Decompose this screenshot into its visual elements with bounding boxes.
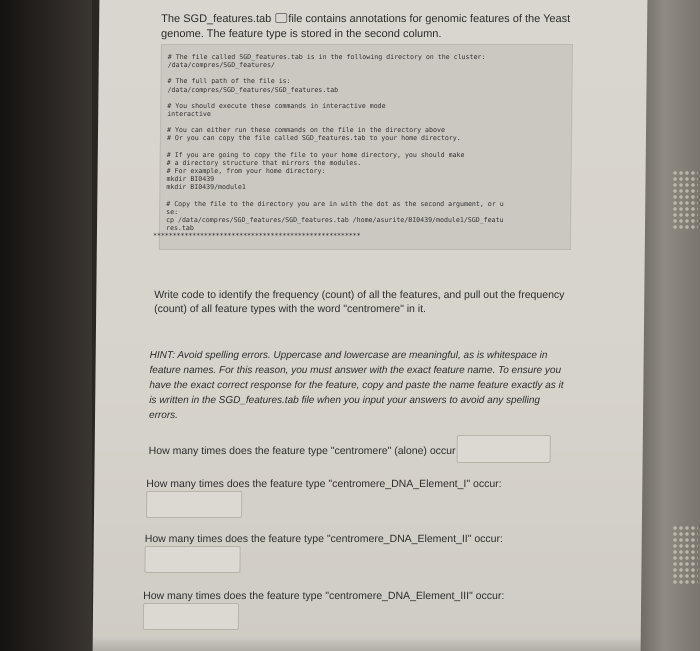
code-line: # You should execute these commands in interactive mode <box>167 101 386 110</box>
code-line: # Copy the file to the directory you are in with the dot as the second argument, or u <box>166 199 504 208</box>
code-line: # You can either run these commands on the file in the directory above <box>167 126 445 135</box>
code-gap <box>167 118 565 126</box>
intro-text-end: file contains annotations for genomic features of the Yeast genome. The feature type is stored in the second column. <box>160 13 571 40</box>
code-gap <box>168 69 566 77</box>
hint-text: HINT: Avoid spelling errors. Uppercase and lowercase are meaningful, as is whitespace in feature names. For this reason, you must answer with the exact feature name. To ensure you have the exact correct response for the feature, copy and paste the name feature exactly as it is written in the SGD_features.tab file when you input your answers to avoid any spelling errors. <box>148 350 564 421</box>
right-decor <box>672 525 698 585</box>
code-block <box>159 44 573 250</box>
question-page <box>93 0 648 651</box>
answer-input-4[interactable] <box>143 603 239 630</box>
code-line: mkdir BI0439 <box>166 175 215 184</box>
code-gap <box>167 94 565 102</box>
left-bezel <box>0 0 92 651</box>
code-line: se: <box>166 207 179 216</box>
code-line: /data/compres/SGD_features/SGD_features.tab <box>167 85 339 94</box>
code-line: cp /data/compres/SGD_features/SGD_features.tab /home/asurite/BI0439/module1/SGD_featu <box>166 216 504 225</box>
question-label-1: How many times does the feature type "centromere" (alone) occur <box>148 445 456 457</box>
bottom-shadow <box>93 636 641 651</box>
intro-text-start: The SGD_features.tab <box>161 13 272 25</box>
question-label-2: How many times does the feature type "centromere_DNA_Element_I" occur: <box>146 478 502 490</box>
file-icon <box>275 13 287 23</box>
question-label-4: How many times does the feature type "centromere_DNA_Element_III" occur: <box>143 590 505 602</box>
answer-input-2[interactable] <box>146 491 242 518</box>
code-line: # a directory structure that mirrors the modules. <box>166 158 362 167</box>
code-gap <box>167 143 565 151</box>
code-line: mkdir BI0439/module1 <box>166 183 246 192</box>
question-label-3: How many times does the feature type "centromere_DNA_Element_II" occur: <box>144 533 504 545</box>
code-line: # Or you can copy the file called SGD_features.tab to your home directory. <box>166 134 461 143</box>
answer-input-1[interactable] <box>457 435 551 463</box>
code-line: # The file called SGD_features.tab is in the following directory on the cluster: <box>167 53 486 61</box>
task-text: Write code to identify the frequency (count) of all the features, and pull out the frequency (count) of all feature types with the word "centromere" in it. <box>154 289 565 315</box>
code-line: # For example, from your home directory: <box>166 167 326 176</box>
code-line: interactive <box>167 110 211 119</box>
right-decor <box>672 170 698 230</box>
intro-text <box>161 12 581 42</box>
answer-input-3[interactable] <box>144 546 240 573</box>
code-line: # The full path of the file is: <box>167 77 291 86</box>
code-line: /data/compres/SGD_features/ <box>167 61 275 70</box>
code-line: res.tab <box>165 224 194 233</box>
code-gap <box>166 192 564 200</box>
code-line: # If you are going to copy the file to your home directory, you should make <box>166 150 465 159</box>
separator-line: ***************************************************** <box>152 232 361 240</box>
